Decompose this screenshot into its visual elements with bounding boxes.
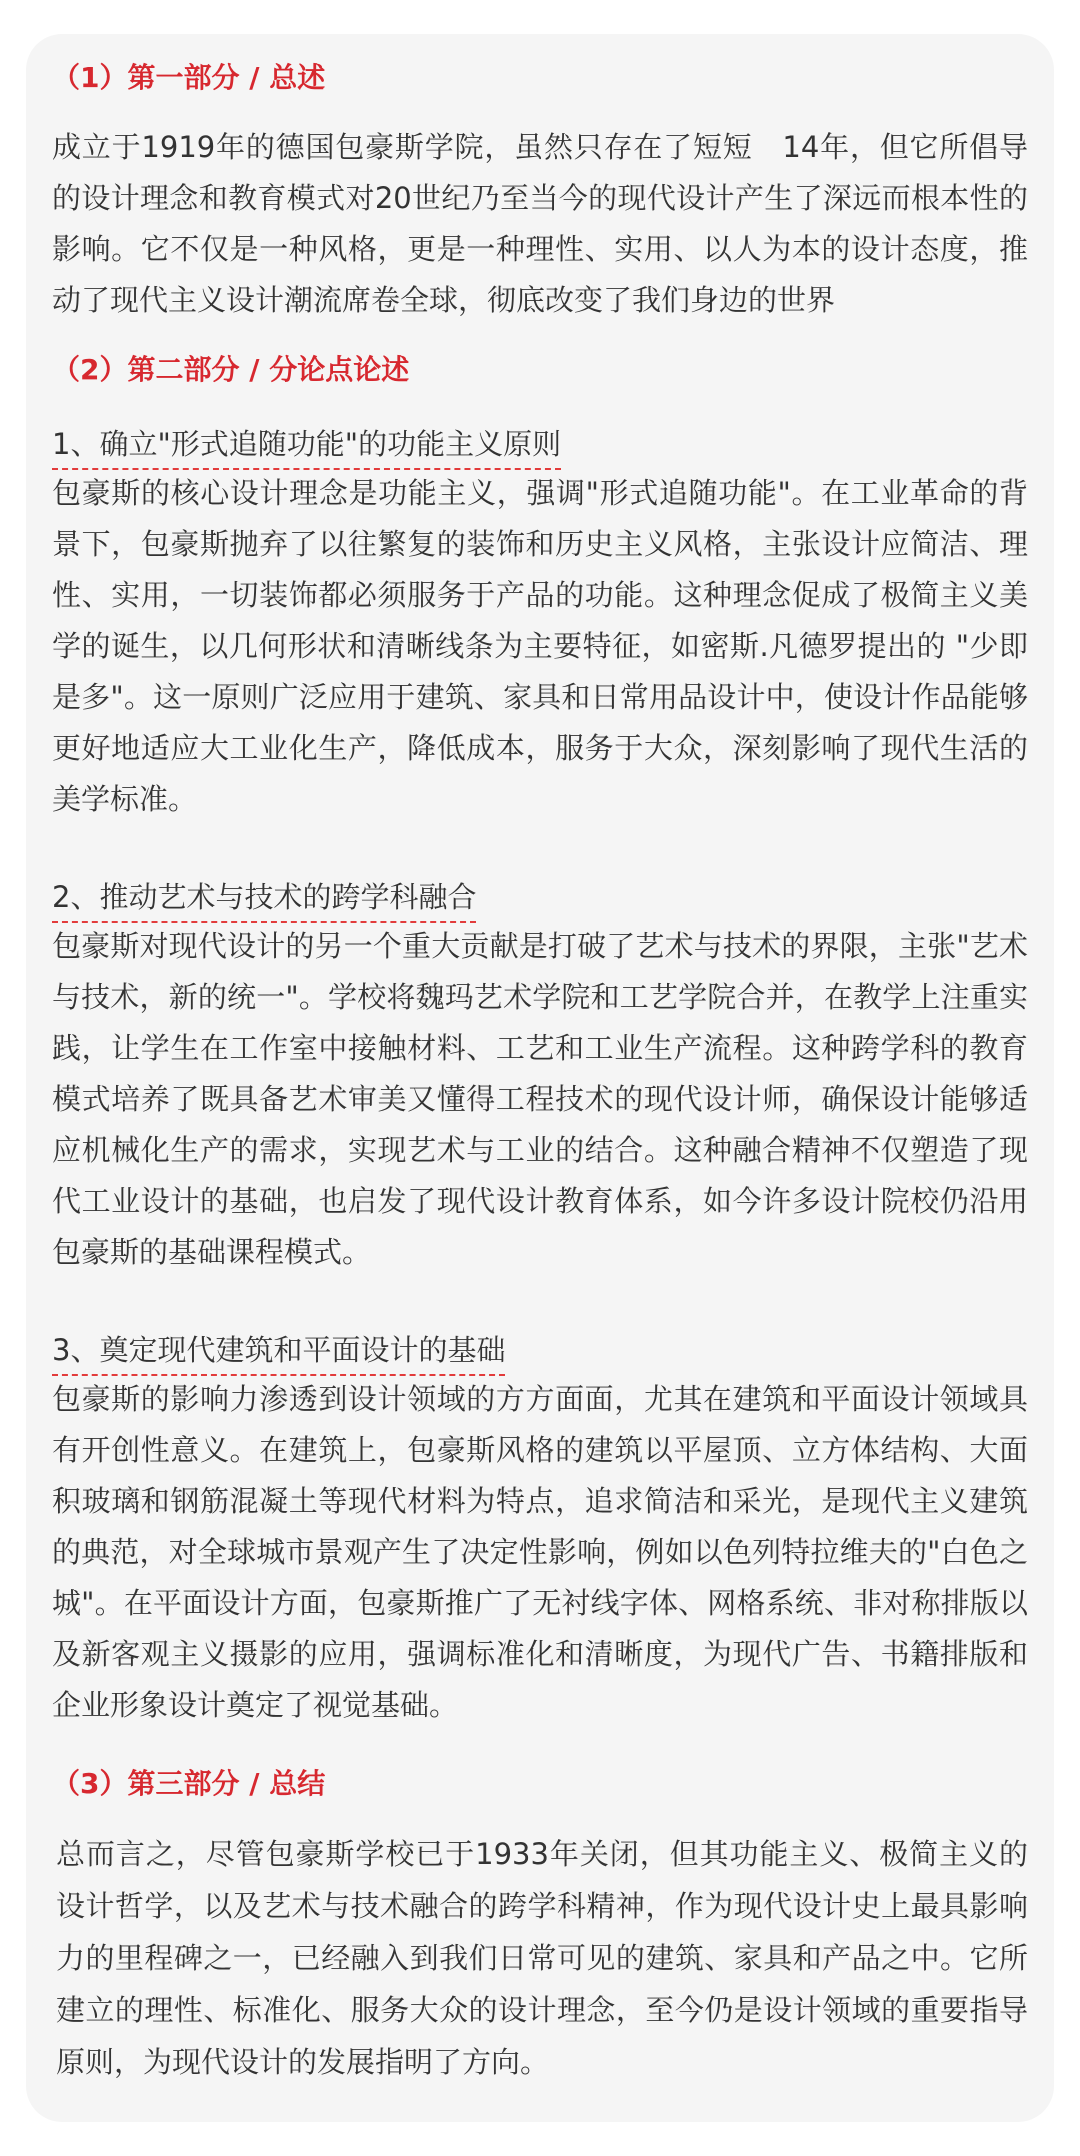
section2-heading: （2）第二部分 / 分论点论述 bbox=[52, 353, 410, 386]
section1-paragraph: 成立于1919年的德国包豪斯学院，虽然只存在了短短 14年，但它所倡导的设计理念和教育模式对20世纪乃至当今的现代设计产生了深远而根本性的影响。它不仅是一种风格，更是一种理性、实用、以人为本的设计态度，推动了现代主义设计潮流席卷全球，彻底改变了我们身边的世界 bbox=[52, 130, 1028, 317]
point3-paragraph: 包豪斯的影响力渗透到设计领域的方方面面，尤其在建筑和平面设计领域具有开创性意义。在建筑上，包豪斯风格的建筑以平屋顶、立方体结构、大面积玻璃和钢筋混凝土等现代材料为特点，追求简洁和采光，是现代主义建筑的典范，对全球城市景观产生了决定性影响，例如以色列特拉维夫的"白色之城"。在平面设计方面，包豪斯推广了无衬线字体、网格系统、非对称排版以及新客观主义摄影的应用，强调标准化和清晰度，为现代广告、书籍排版和企业形象设计奠定了视觉基础。 bbox=[52, 1382, 1028, 1722]
section1-heading: （1）第一部分 / 总述 bbox=[52, 61, 326, 94]
point2-title: 2、推动艺术与技术的跨学科融合 bbox=[52, 876, 476, 923]
section3-paragraph: 总而言之，尽管包豪斯学校已于1933年关闭，但其功能主义、极简主义的设计哲学，以及艺术与技术融合的跨学科精神，作为现代设计史上最具影响力的里程碑之一，已经融入到我们日常可见的建筑、家具和产品之中。它所建立的理性、标准化、服务大众的设计理念，至今仍是设计领域的重要指导原则，为现代设计的发展指明了方向。 bbox=[56, 1837, 1028, 2079]
section3-heading: （3）第三部分 / 总结 bbox=[52, 1767, 326, 1800]
point1-paragraph: 包豪斯的核心设计理念是功能主义，强调"形式追随功能"。在工业革命的背景下，包豪斯抛弃了以往繁复的装饰和历史主义风格，主张设计应简洁、理性、实用，一切装饰都必须服务于产品的功能。这种理念促成了极简主义美学的诞生，以几何形状和清晰线条为主要特征，如密斯.凡德罗提出的 "少即是多"。这一原则广泛应用于建筑、家具和日常用品设计中，使设计作品能够更好地适应大工业化生产，降低成本，服务于大众，深刻影响了现代生活的美学标准。 bbox=[52, 476, 1028, 816]
point1-title: 1、确立"形式追随功能"的功能主义原则 bbox=[52, 423, 561, 470]
point2-paragraph: 包豪斯对现代设计的另一个重大贡献是打破了艺术与技术的界限，主张"艺术与技术，新的统一"。学校将魏玛艺术学院和工艺学院合并，在教学上注重实践，让学生在工作室中接触材料、工艺和工业生产流程。这种跨学科的教育模式培养了既具备艺术审美又懂得工程技术的现代设计师，确保设计能够适应机械化生产的需求，实现艺术与工业的结合。这种融合精神不仅塑造了现代工业设计的基础，也启发了现代设计教育体系，如今许多设计院校仍沿用包豪斯的基础课程模式。 bbox=[52, 929, 1028, 1269]
point3-title: 3、奠定现代建筑和平面设计的基础 bbox=[52, 1329, 505, 1376]
